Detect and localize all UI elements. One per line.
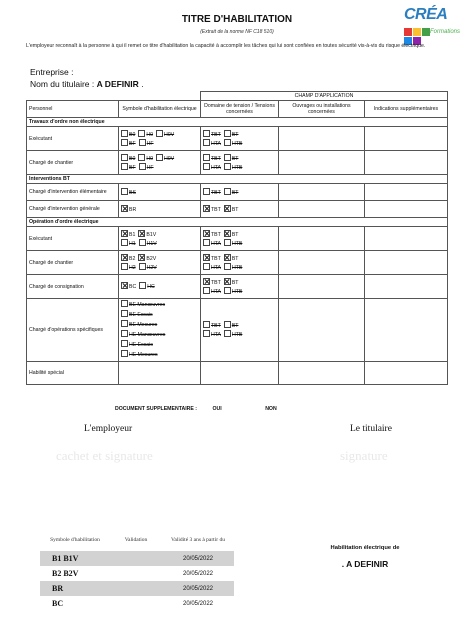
- row-label: Exécutant: [27, 227, 119, 251]
- checkbox-box: [203, 230, 210, 237]
- checkbox-box: [139, 163, 146, 170]
- checkbox-tbt[interactable]: TBT: [203, 205, 221, 214]
- checkbox-be-essais[interactable]: BE Essais: [121, 310, 153, 319]
- checkbox-bf[interactable]: BF: [121, 163, 136, 172]
- checkbox-box: [121, 300, 128, 307]
- checkbox-box: [203, 239, 210, 246]
- validation-table: [40, 529, 234, 611]
- checkbox-hta[interactable]: HTA: [203, 287, 221, 296]
- checkbox-h0v[interactable]: H0V: [156, 154, 174, 163]
- checkbox-tbt[interactable]: TBT: [203, 130, 221, 139]
- checkbox-box: [203, 163, 210, 170]
- checkbox-box: [224, 263, 231, 270]
- entreprise-label: Entreprise :: [30, 67, 74, 77]
- checkbox-br[interactable]: BR: [121, 205, 136, 214]
- checkbox-bs[interactable]: BS: [121, 188, 136, 197]
- checkbox-box: [224, 130, 231, 137]
- col-symbole: Symbole d'habilitation électrique: [119, 101, 201, 118]
- checkbox-box: [121, 330, 128, 337]
- checkbox-hta[interactable]: HTA: [203, 163, 221, 172]
- checkbox-hta[interactable]: HTA: [203, 239, 221, 248]
- checkbox-box: [121, 205, 128, 212]
- checkbox-b0[interactable]: B0: [121, 130, 135, 139]
- checkbox-bt[interactable]: BT: [224, 154, 239, 163]
- checkbox-tbt[interactable]: TBT: [203, 230, 221, 239]
- checkbox-bt[interactable]: BT: [224, 130, 239, 139]
- section-ordre-electrique: Opération d'ordre électrique: [27, 218, 448, 227]
- checkbox-bc[interactable]: BC: [121, 282, 136, 291]
- document-supplementaire: DOCUMENT SUPPLEMENTAIRE : OUI NON: [115, 406, 277, 412]
- habilitation-name: . A DEFINIR: [341, 559, 389, 569]
- employeur-label: L'employeur: [84, 424, 133, 434]
- checkbox-box: [139, 239, 146, 246]
- col-domaine: Domaine de tension / Tensions concernées: [201, 101, 279, 118]
- checkbox-hta[interactable]: HTA: [203, 330, 221, 339]
- checkbox-htb[interactable]: HTB: [224, 263, 242, 272]
- checkbox-tbt[interactable]: TBT: [203, 278, 221, 287]
- checkbox-box: [224, 163, 231, 170]
- checkbox-box: [224, 188, 231, 195]
- row-label: Chargé d'opérations spécifiques: [27, 299, 119, 362]
- checkbox-tbt[interactable]: TBT: [203, 254, 221, 263]
- checkbox-box: [224, 239, 231, 246]
- checkbox-hf[interactable]: HF: [139, 163, 154, 172]
- titulaire-sign-label: Le titulaire: [350, 424, 392, 434]
- val-header-symbole: Symbole d'habilitation: [50, 537, 100, 543]
- titulaire-name: A DEFINIR: [96, 79, 139, 89]
- page-title: TITRE D'HABILITATION: [181, 14, 293, 25]
- checkbox-he-manoeuvres[interactable]: HE Manœuvres: [121, 330, 165, 339]
- checkbox-bt[interactable]: BT: [224, 254, 239, 263]
- checkbox-box: [121, 340, 128, 347]
- checkbox-box: [121, 350, 128, 357]
- section-non-electrique: Travaux d'ordre non électrique: [27, 118, 448, 127]
- checkbox-be-manoeuvres[interactable]: BE Manœuvres: [121, 300, 165, 309]
- checkbox-box: [138, 154, 145, 161]
- option-non[interactable]: NON: [265, 406, 277, 412]
- checkbox-box: [203, 263, 210, 270]
- titulaire-suffix: .: [141, 79, 144, 89]
- checkbox-box: [224, 230, 231, 237]
- row-label: Chargé de chantier: [27, 251, 119, 275]
- checkbox-box: [224, 254, 231, 261]
- checkbox-box: [139, 263, 146, 270]
- table-row: B2 B2V 20/05/2022: [52, 569, 214, 578]
- row-label: Chargé d'intervention générale: [27, 201, 119, 218]
- checkbox-box: [224, 278, 231, 285]
- checkbox-box: [121, 254, 128, 261]
- checkbox-htb[interactable]: HTB: [224, 139, 242, 148]
- checkbox-box: [203, 130, 210, 137]
- checkbox-htb[interactable]: HTB: [224, 239, 242, 248]
- checkbox-box: [224, 205, 231, 212]
- checkbox-tbt[interactable]: TBT: [203, 154, 221, 163]
- checkbox-box: [138, 254, 145, 261]
- checkbox-box: [121, 188, 128, 195]
- checkbox-bt[interactable]: BT: [224, 205, 239, 214]
- logo-tagline: Formations: [430, 29, 461, 35]
- table-row: BC 20/05/2022: [52, 599, 214, 608]
- checkbox-box: [138, 130, 145, 137]
- col-ouvrages: Ouvrages ou installations concernées: [279, 101, 365, 118]
- checkbox-bf[interactable]: BF: [121, 139, 136, 148]
- checkbox-box: [139, 139, 146, 146]
- table-row: BR 20/05/2022: [40, 581, 234, 596]
- checkbox-box: [203, 278, 210, 285]
- checkbox-hc[interactable]: HC: [139, 282, 155, 291]
- option-oui[interactable]: OUI: [212, 406, 222, 412]
- checkbox-htb[interactable]: HTB: [224, 163, 242, 172]
- checkbox-box: [156, 154, 163, 161]
- checkbox-h1[interactable]: H1: [121, 239, 136, 248]
- checkbox-h2v[interactable]: H2V: [139, 263, 157, 272]
- checkbox-box: [121, 130, 128, 137]
- checkbox-box: [224, 330, 231, 337]
- checkbox-h0[interactable]: H0: [138, 154, 153, 163]
- checkbox-box: [121, 230, 128, 237]
- section-interventions-bt: Interventions BT: [27, 175, 448, 184]
- checkbox-bt[interactable]: BT: [224, 188, 239, 197]
- checkbox-be-mesures[interactable]: BE Mesures: [121, 320, 157, 329]
- checkbox-box: [121, 263, 128, 270]
- checkbox-h0[interactable]: H0: [138, 130, 153, 139]
- checkbox-box: [203, 254, 210, 261]
- cachet-signature-placeholder: cachet et signature: [56, 448, 153, 463]
- checkbox-h1v[interactable]: H1V: [139, 239, 157, 248]
- checkbox-htb[interactable]: HTB: [224, 287, 242, 296]
- row-label: Chargé d'intervention élémentaire: [27, 184, 119, 201]
- row-label: Chargé de chantier: [27, 151, 119, 175]
- habilitation-label: Habilitation électrique de: [330, 545, 400, 551]
- col-indications: Indications supplémentaires: [365, 101, 448, 118]
- checkbox-box: [156, 130, 163, 137]
- logo-brand: CRÉA: [404, 6, 448, 23]
- checkbox-box: [203, 188, 210, 195]
- checkbox-hta[interactable]: HTA: [203, 139, 221, 148]
- checkbox-tbt[interactable]: TBT: [203, 321, 221, 330]
- checkbox-box: [203, 139, 210, 146]
- checkbox-bt[interactable]: BT: [224, 278, 239, 287]
- checkbox-h2[interactable]: H2: [121, 263, 136, 272]
- checkbox-box: [224, 321, 231, 328]
- checkbox-box: [121, 310, 128, 317]
- checkbox-hf[interactable]: HF: [139, 139, 154, 148]
- page-subtitle: (Extrait de la norme NF C18 510): [200, 29, 274, 35]
- titulaire-label: Nom du titulaire :: [30, 79, 95, 89]
- checkbox-box: [203, 321, 210, 328]
- checkbox-box: [203, 287, 210, 294]
- checkbox-b2[interactable]: B2: [121, 254, 135, 263]
- champ-header: CHAMP D'APPLICATION: [201, 92, 448, 101]
- checkbox-hta[interactable]: HTA: [203, 263, 221, 272]
- checkbox-b1v[interactable]: B1V: [138, 230, 156, 239]
- checkbox-box: [121, 239, 128, 246]
- row-label: Chargé de consignation: [27, 275, 119, 299]
- val-header-validite: Validité 3 ans à partir du: [171, 537, 225, 543]
- intro-text: L'employeur reconnaît à la personne à qui il remet ce titre d'habilitation la capacité à accomplir les tâches qui lui sont confiées en toutes sécurité vis-à-vis du risque électrique.: [26, 43, 426, 49]
- checkbox-bt[interactable]: BT: [224, 321, 239, 330]
- checkbox-tbt[interactable]: TBT: [203, 188, 221, 197]
- checkbox-box: [203, 330, 210, 337]
- checkbox-htb[interactable]: HTB: [224, 330, 242, 339]
- checkbox-bt[interactable]: BT: [224, 230, 239, 239]
- row-label: Exécutant: [27, 127, 119, 151]
- checkbox-box: [203, 205, 210, 212]
- checkbox-b2v[interactable]: B2V: [138, 254, 156, 263]
- val-header-validation: Validation: [124, 537, 148, 543]
- checkbox-box: [121, 154, 128, 161]
- row-label: Habilité spécial: [27, 362, 119, 385]
- checkbox-box: [121, 139, 128, 146]
- checkbox-he-mesures[interactable]: HE Mesures: [121, 350, 158, 359]
- checkbox-he-essais[interactable]: HE Essais: [121, 340, 153, 349]
- checkbox-box: [203, 154, 210, 161]
- table-row: B1 B1V 20/05/2022: [40, 551, 234, 566]
- checkbox-box: [224, 139, 231, 146]
- checkbox-box: [121, 163, 128, 170]
- habilitation-table: [26, 91, 448, 385]
- checkbox-b1[interactable]: B1: [121, 230, 135, 239]
- checkbox-box: [224, 154, 231, 161]
- checkbox-box: [121, 282, 128, 289]
- checkbox-b0[interactable]: B0: [121, 154, 135, 163]
- checkbox-h0v[interactable]: H0V: [156, 130, 174, 139]
- checkbox-box: [224, 287, 231, 294]
- checkbox-box: [138, 230, 145, 237]
- checkbox-box: [139, 282, 146, 289]
- col-personnel: Personnel: [27, 101, 119, 118]
- titulaire-line: [30, 79, 144, 89]
- signature-placeholder: signature: [340, 448, 388, 463]
- checkbox-box: [121, 320, 128, 327]
